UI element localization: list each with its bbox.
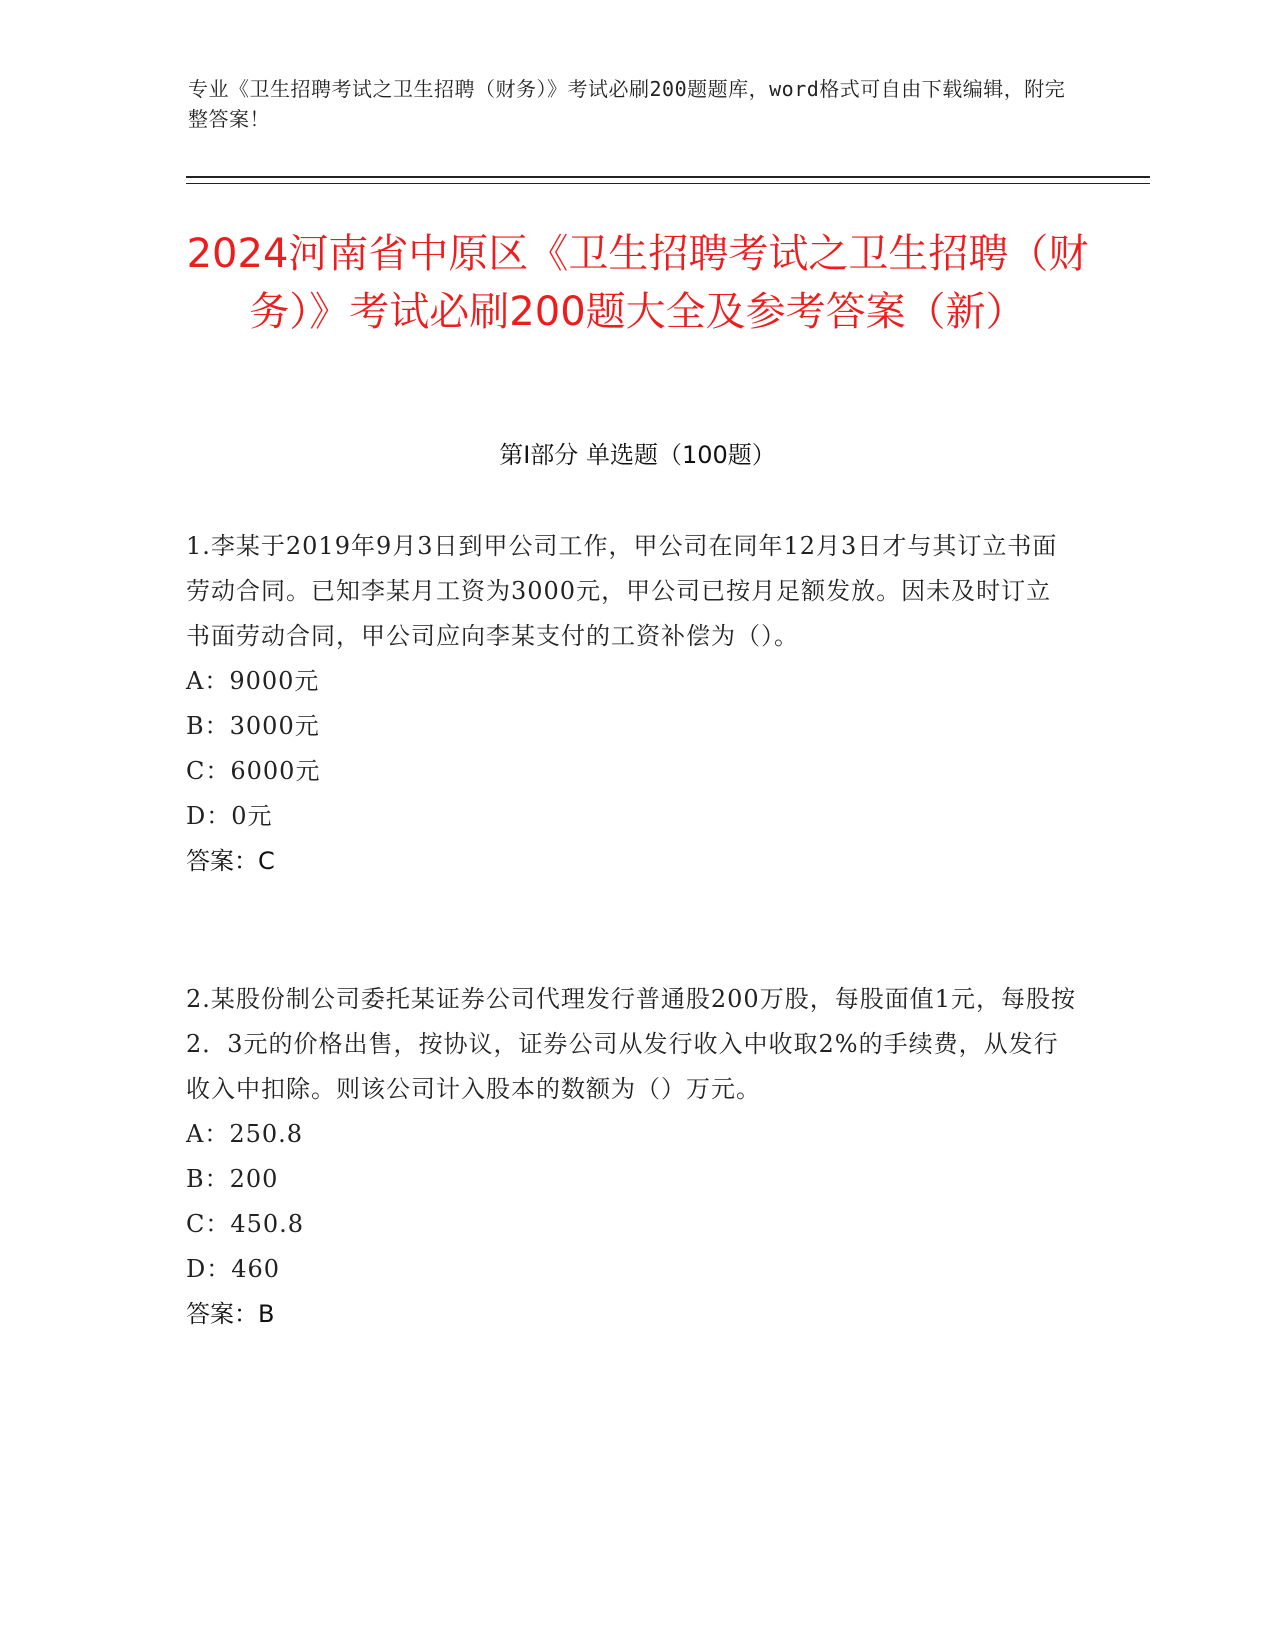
option-a: A：250.8 [186, 1120, 304, 1148]
question-block [186, 524, 1076, 884]
answer-line: 答案：B [186, 1300, 275, 1328]
option-c: C：6000元 [186, 757, 321, 785]
option-b: B：3000元 [186, 712, 320, 740]
header-divider-thin [186, 183, 1150, 184]
option-c: C：450.8 [186, 1210, 305, 1238]
question-block [186, 977, 1076, 1337]
option-a: A：9000元 [186, 667, 320, 695]
question-stem: 1.李某于2019年9月3日到甲公司工作，甲公司在同年12月3日才与其订立书面劳动合同。已知李某月工资为3000元，甲公司已按月足额发放。因未及时订立书面劳动合同，甲公司应向李某支付的工资补偿为（）。 [186, 532, 1058, 650]
answer-line: 答案：C [186, 847, 275, 875]
option-d: D：460 [186, 1255, 281, 1283]
header-note: 专业《卫生招聘考试之卫生招聘（财务）》考试必刷200题题库，word格式可自由下载编辑，附完整答案！ [188, 77, 1066, 131]
section-heading: 第Ⅰ部分 单选题（100题） [499, 441, 776, 469]
question-stem: 2.某股份制公司委托某证券公司代理发行普通股200万股，每股面值1元，每股按2．3元的价格出售，按协议，证券公司从发行收入中收取2%的手续费，从发行收入中扣除。则该公司计入股本的数额为（）万元。 [186, 985, 1076, 1103]
option-b: B：200 [186, 1165, 279, 1193]
header-divider-thick [186, 176, 1150, 178]
document-title: 2024河南省中原区《卫生招聘考试之卫生招聘（财务）》考试必刷200题大全及参考答案（新） [186, 231, 1089, 335]
option-d: D：0元 [186, 802, 273, 830]
